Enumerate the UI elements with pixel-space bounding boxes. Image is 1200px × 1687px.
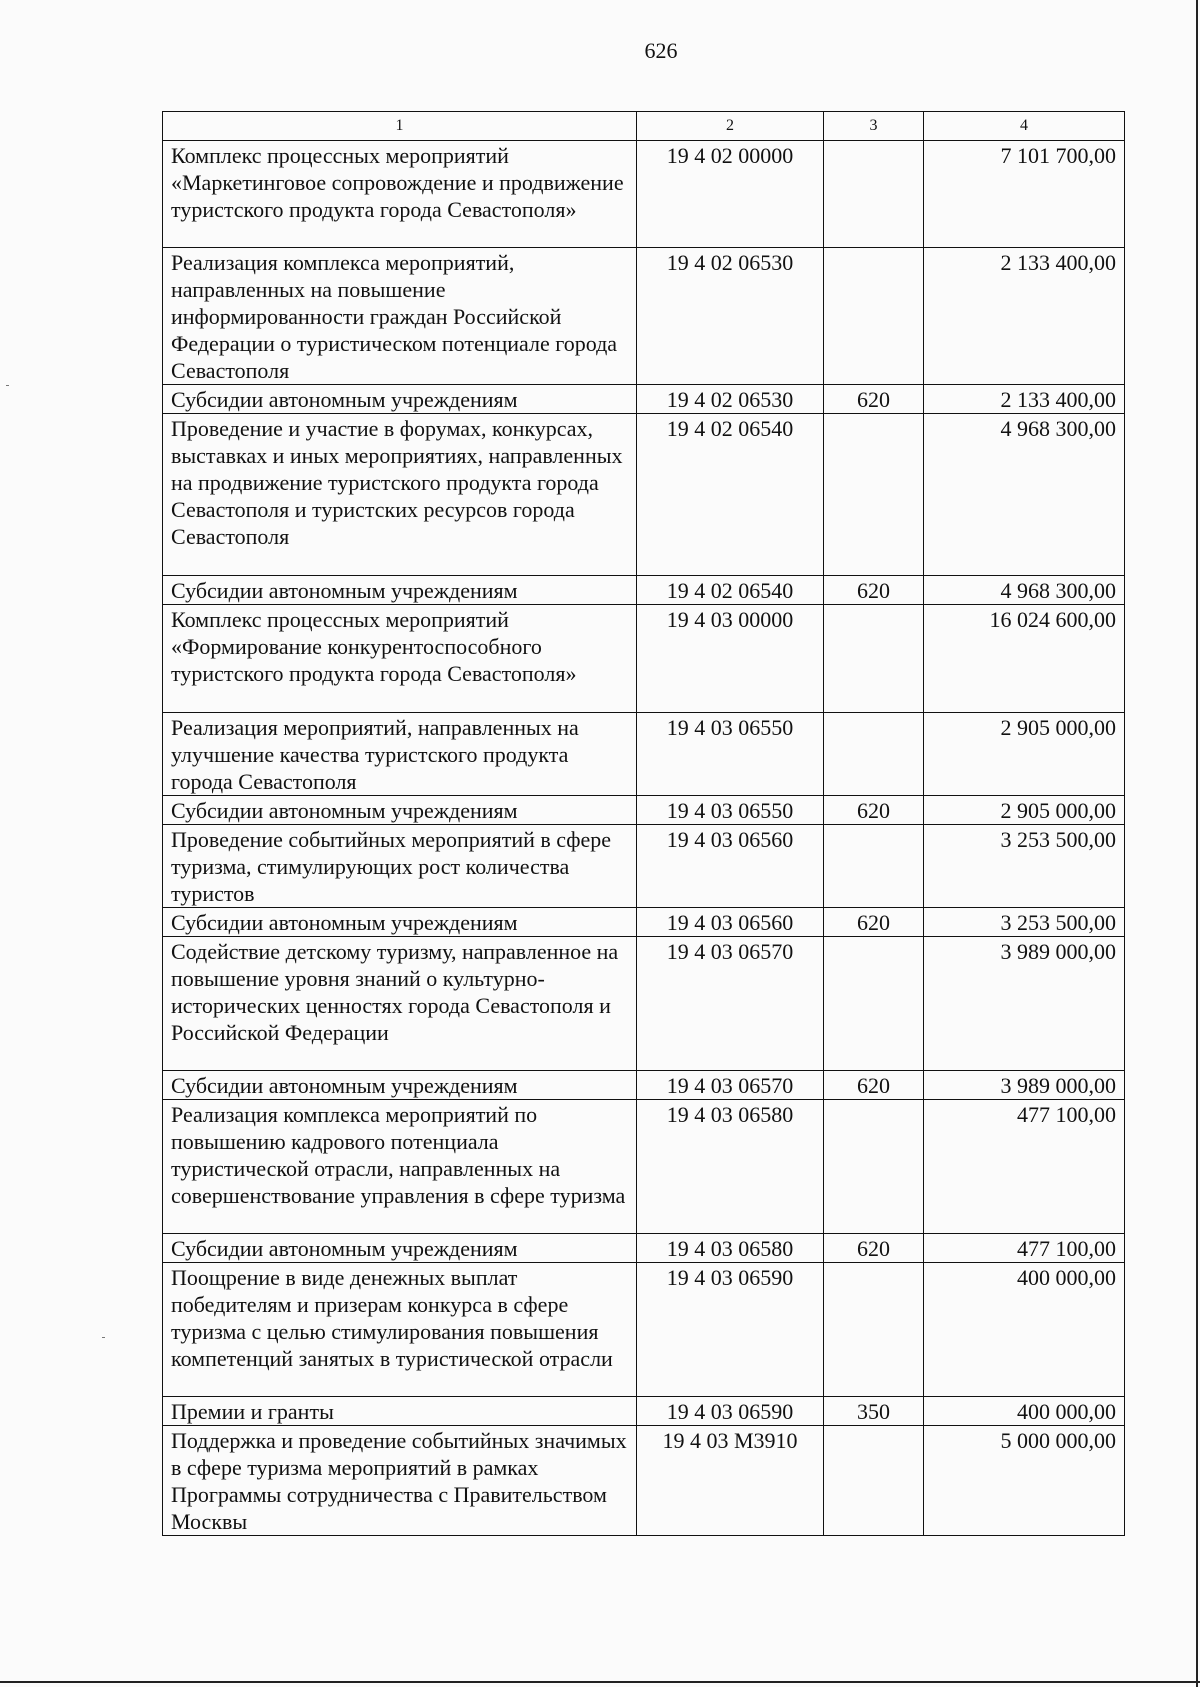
cell-amount: 400 000,00	[924, 1397, 1125, 1426]
cell-type	[824, 141, 924, 248]
header-cell-type: 3	[824, 112, 924, 141]
cell-type	[824, 1263, 924, 1397]
table-row	[163, 248, 1125, 385]
cell-amount: 3 253 500,00	[924, 908, 1125, 937]
cell-amount: 477 100,00	[924, 1234, 1125, 1263]
cell-name: Субсидии автономным учреждениям	[163, 908, 637, 937]
cell-amount: 400 000,00	[924, 1263, 1125, 1397]
table-row	[163, 1234, 1125, 1263]
cell-amount: 7 101 700,00	[924, 141, 1125, 248]
cell-code: 19 4 03 06570	[637, 1071, 824, 1100]
cell-type	[824, 937, 924, 1071]
table-row	[163, 796, 1125, 825]
cell-name: Поддержка и проведение событийных значимых в сфере туризма мероприятий в рамках Программы сотрудничества с Правительством Москвы	[163, 1426, 637, 1536]
cell-amount: 16 024 600,00	[924, 605, 1125, 713]
cell-type	[824, 825, 924, 908]
cell-code: 19 4 03 06580	[637, 1234, 824, 1263]
cell-amount: 2 905 000,00	[924, 713, 1125, 796]
cell-type	[824, 414, 924, 576]
cell-type: 620	[824, 385, 924, 414]
cell-code: 19 4 03 06560	[637, 908, 824, 937]
cell-type	[824, 713, 924, 796]
cell-name: Проведение и участие в форумах, конкурсах, выставках и иных мероприятиях, направленных на продвижение туристского продукта города Севастополя и туристских ресурсов города Севастополя	[163, 414, 637, 576]
cell-code: 19 4 03 М3910	[637, 1426, 824, 1536]
cell-code: 19 4 02 06540	[637, 414, 824, 576]
header-cell-name: 1	[163, 112, 637, 141]
cell-code: 19 4 02 00000	[637, 141, 824, 248]
table-row	[163, 1397, 1125, 1426]
scan-speck	[6, 385, 9, 386]
cell-name: Проведение событийных мероприятий в сфере туризма, стимулирующих рост количества туристов	[163, 825, 637, 908]
cell-type: 350	[824, 1397, 924, 1426]
cell-name: Премии и гранты	[163, 1397, 637, 1426]
cell-amount: 2 905 000,00	[924, 796, 1125, 825]
header-cell-code: 2	[637, 112, 824, 141]
cell-type: 620	[824, 1234, 924, 1263]
cell-name: Комплекс процессных мероприятий «Маркетинговое сопровождение и продвижение туристского продукта города Севастополя»	[163, 141, 637, 248]
cell-amount: 2 133 400,00	[924, 248, 1125, 385]
cell-name: Реализация комплекса мероприятий по повышению кадрового потенциала туристической отрасли, направленных на совершенствование управления в сфере туризма	[163, 1100, 637, 1234]
cell-type: 620	[824, 908, 924, 937]
page-number: 626	[644, 38, 678, 63]
cell-code: 19 4 03 00000	[637, 605, 824, 713]
table-row	[163, 141, 1125, 248]
cell-name: Субсидии автономным учреждениям	[163, 1234, 637, 1263]
cell-name: Субсидии автономным учреждениям	[163, 1071, 637, 1100]
table-row	[163, 385, 1125, 414]
cell-name: Комплекс процессных мероприятий «Формирование конкурентоспособного туристского продукта города Севастополя»	[163, 605, 637, 713]
cell-code: 19 4 03 06590	[637, 1397, 824, 1426]
table-row	[163, 605, 1125, 713]
cell-code: 19 4 03 06550	[637, 796, 824, 825]
table-row	[163, 576, 1125, 605]
cell-code: 19 4 02 06530	[637, 248, 824, 385]
scan-edge-right	[1196, 0, 1198, 1687]
table-row	[163, 414, 1125, 576]
table-row	[163, 713, 1125, 796]
cell-amount: 2 133 400,00	[924, 385, 1125, 414]
cell-name: Субсидии автономным учреждениям	[163, 576, 637, 605]
cell-amount: 4 968 300,00	[924, 576, 1125, 605]
cell-amount: 5 000 000,00	[924, 1426, 1125, 1536]
cell-name: Поощрение в виде денежных выплат победителям и призерам конкурса в сфере туризма с целью стимулирования повышения компетенций занятых в туристической отрасли	[163, 1263, 637, 1397]
cell-name: Содействие детскому туризму, направленное на повышение уровня знаний о культурно-исторических ценностях города Севастополя и Российской Федерации	[163, 937, 637, 1071]
cell-type	[824, 248, 924, 385]
cell-code: 19 4 03 06570	[637, 937, 824, 1071]
cell-code: 19 4 03 06590	[637, 1263, 824, 1397]
cell-name: Реализация комплекса мероприятий, направленных на повышение информированности граждан Российской Федерации о туристическом потенциале города Севастополя	[163, 248, 637, 385]
cell-code: 19 4 02 06540	[637, 576, 824, 605]
cell-name: Субсидии автономным учреждениям	[163, 796, 637, 825]
table-row	[163, 908, 1125, 937]
table-row	[163, 1071, 1125, 1100]
table-row	[163, 937, 1125, 1071]
cell-code: 19 4 03 06560	[637, 825, 824, 908]
cell-type	[824, 1426, 924, 1536]
cell-amount: 3 989 000,00	[924, 937, 1125, 1071]
table-row	[163, 1100, 1125, 1234]
cell-amount: 3 253 500,00	[924, 825, 1125, 908]
cell-amount: 4 968 300,00	[924, 414, 1125, 576]
cell-type: 620	[824, 576, 924, 605]
table-row	[163, 1426, 1125, 1536]
cell-code: 19 4 02 06530	[637, 385, 824, 414]
cell-name: Реализация мероприятий, направленных на улучшение качества туристского продукта города Севастополя	[163, 713, 637, 796]
budget-table	[162, 111, 1125, 1536]
table-row	[163, 825, 1125, 908]
cell-type: 620	[824, 796, 924, 825]
scan-edge-bottom	[0, 1681, 1200, 1683]
header-row	[163, 112, 1125, 141]
cell-name: Субсидии автономным учреждениям	[163, 385, 637, 414]
cell-code: 19 4 03 06550	[637, 713, 824, 796]
table-row	[163, 1263, 1125, 1397]
table-body	[163, 141, 1125, 1536]
cell-code: 19 4 03 06580	[637, 1100, 824, 1234]
cell-type: 620	[824, 1071, 924, 1100]
header-cell-amount: 4	[924, 112, 1125, 141]
cell-amount: 3 989 000,00	[924, 1071, 1125, 1100]
cell-type	[824, 605, 924, 713]
cell-amount: 477 100,00	[924, 1100, 1125, 1234]
scan-speck	[102, 1337, 105, 1338]
cell-type	[824, 1100, 924, 1234]
